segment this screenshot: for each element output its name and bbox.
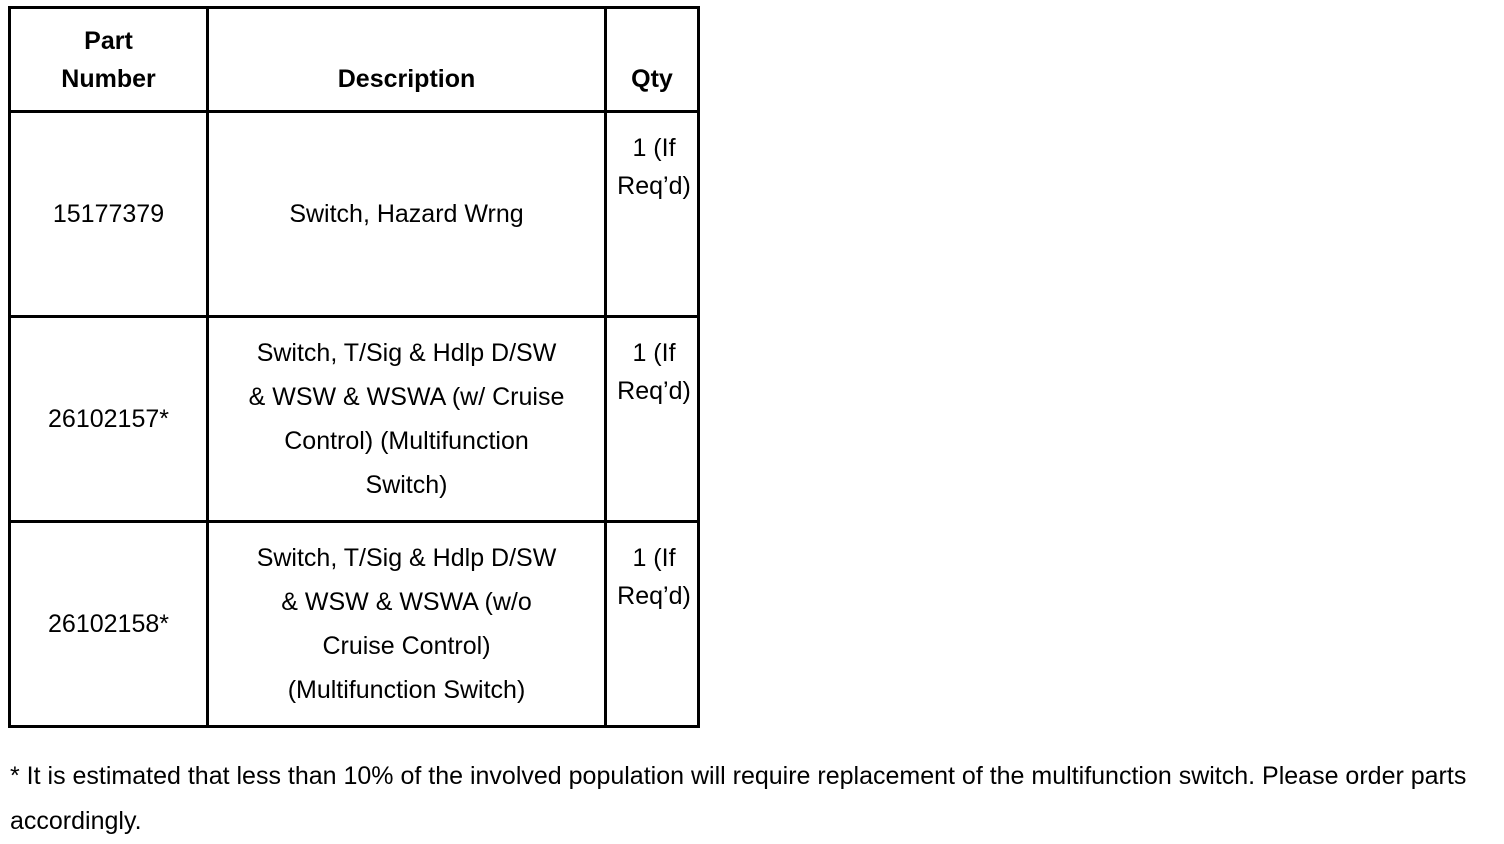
table-row	[10, 112, 699, 317]
qty-cell: 1 (If Req’d)	[606, 317, 699, 522]
table-row	[10, 522, 699, 727]
qty-cell: 1 (If Req’d)	[606, 522, 699, 727]
description-cell: Switch, T/Sig & Hdlp D/SW & WSW & WSWA (w/ Cruise Control) (Multifunction Switch)	[208, 317, 606, 522]
header-qty: Qty	[606, 8, 699, 112]
parts-table	[8, 6, 700, 728]
part-number-cell: 15177379	[10, 112, 208, 317]
header-description: Description	[208, 8, 606, 112]
part-number-cell: 26102157*	[10, 317, 208, 522]
table-row	[10, 317, 699, 522]
description-cell: Switch, Hazard Wrng	[208, 112, 606, 317]
qty-cell: 1 (If Req’d)	[606, 112, 699, 317]
table-header-row	[10, 8, 699, 112]
part-number-cell: 26102158*	[10, 522, 208, 727]
header-part-number: Part Number	[10, 8, 208, 112]
footnote: * It is estimated that less than 10% of the involved population will require replacement of the multifunction switch. Please order parts accordingly.	[10, 762, 1467, 835]
description-cell: Switch, T/Sig & Hdlp D/SW & WSW & WSWA (w/o Cruise Control) (Multifunction Switch)	[208, 522, 606, 727]
